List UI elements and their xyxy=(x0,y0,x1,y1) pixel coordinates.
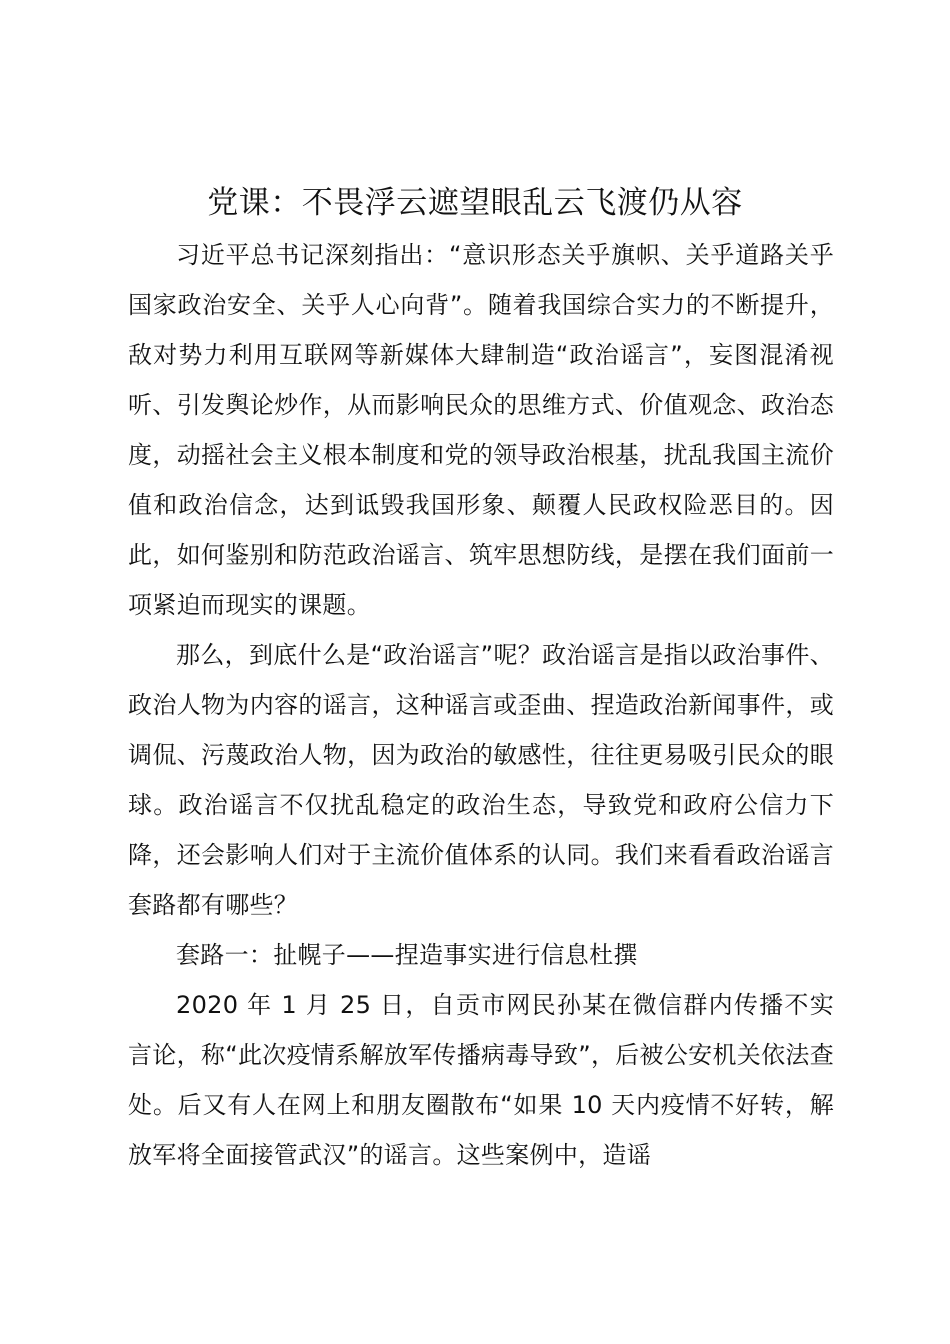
document-body xyxy=(128,230,834,1180)
paragraph-1: 习近平总书记深刻指出：“意识形态关乎旗帜、关乎道路关乎国家政治安全、关乎人心向背”。随着我国综合实力的不断提升，敌对势力利用互联网等新媒体大肆制造“政治谣言”，妄图混淆视听、引发舆论炒作，从而影响民众的思维方式、价值观念、政治态度，动摇社会主义根本制度和党的领导政治根基，扰乱我国主流价值和政治信念，达到诋毁我国形象、颠覆人民政权险恶目的。因此，如何鉴别和防范政治谣言、筑牢思想防线，是摆在我们面前一项紧迫而现实的课题。 xyxy=(128,241,834,619)
paragraph-2: 那么，到底什么是“政治谣言”呢？政治谣言是指以政治事件、政治人物为内容的谣言，这种谣言或歪曲、捏造政治新闻事件，或调侃、污蔑政治人物，因为政治的敏感性，往往更易吸引民众的眼球。政治谣言不仅扰乱稳定的政治生态，导致党和政府公信力下降，还会影响人们对于主流价值体系的认同。我们来看看政治谣言套路都有哪些？ xyxy=(128,641,834,919)
paragraph-4: 2020 年 1 月 25 日，自贡市网民孙某在微信群内传播不实言论，称“此次疫情系解放军传播病毒导致”，后被公安机关依法查处。后又有人在网上和朋友圈散布“如果 10 天内疫情不好转，解放军将全面接管武汉”的谣言。这些案例中，造谣 xyxy=(128,991,834,1169)
document-title: 党课：不畏浮云遮望眼乱云飞渡仍从容 xyxy=(207,185,743,221)
paragraph-3-heading: 套路一：扯幌子——捏造事实进行信息杜撰 xyxy=(176,941,638,969)
